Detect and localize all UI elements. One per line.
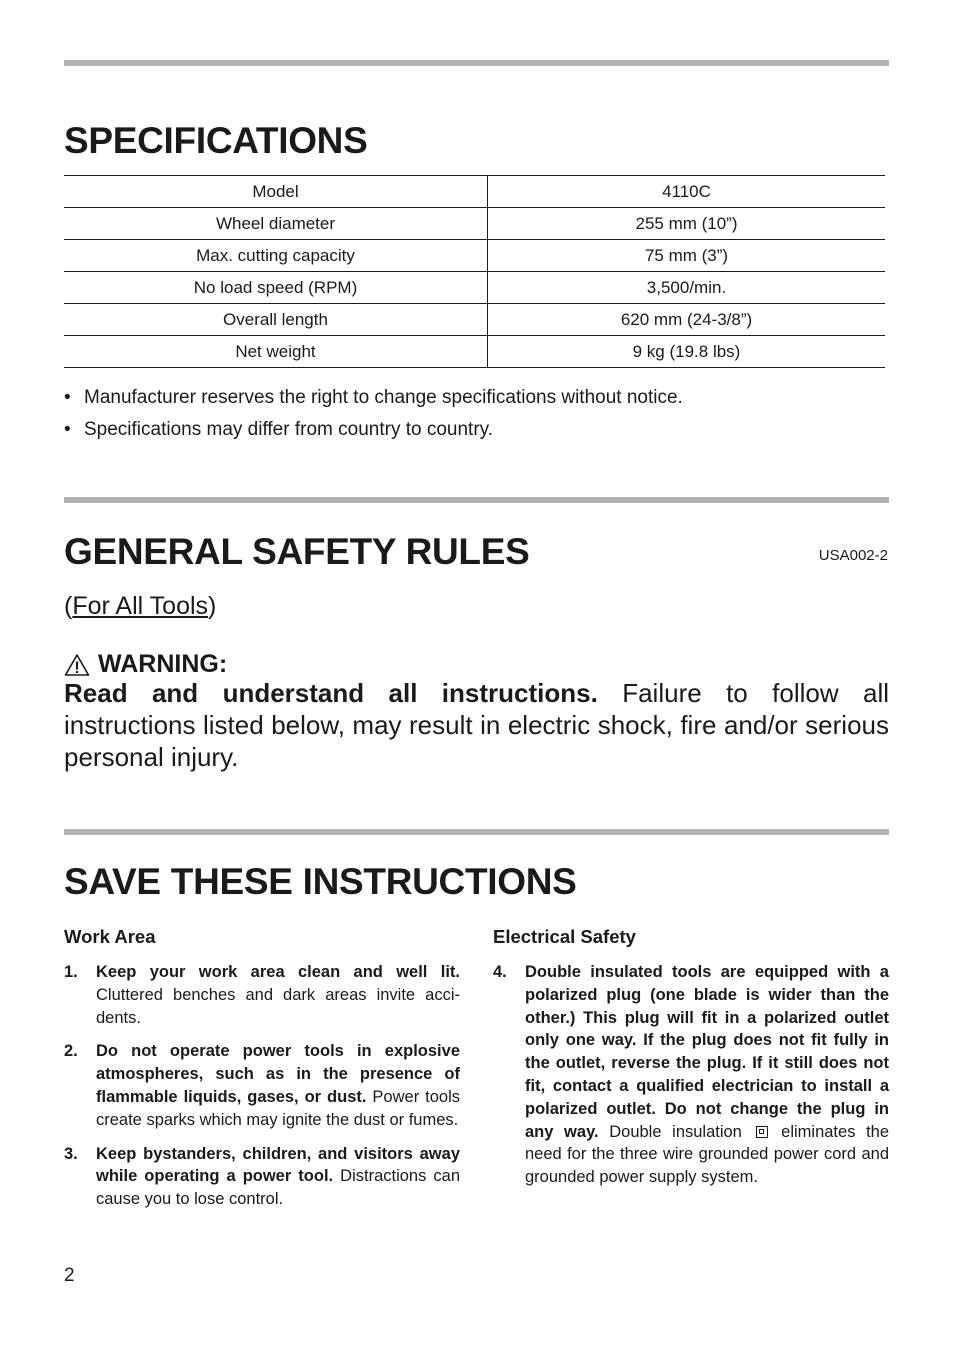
work-area-column — [64, 925, 460, 1222]
spec-value: 255 mm (10”) — [488, 208, 886, 240]
spec-value: 3,500/min. — [488, 272, 886, 304]
warning-body: Failure to follow all instructions listed below, may result in electric shock, fire and/or serious personal injury. — [64, 678, 889, 772]
table-row — [64, 304, 885, 336]
item-text: Power tools create sparks which may ignite the dust or fumes. — [96, 1087, 460, 1129]
warning-heading — [64, 650, 227, 679]
table-row — [64, 208, 885, 240]
specifications-table — [64, 175, 885, 368]
bullet: • — [64, 387, 71, 408]
warning-label: WARNING: — [98, 650, 228, 678]
general-safety-title: GENERAL SAFETY RULES — [64, 531, 530, 572]
item-text: Double insulation — [598, 1122, 742, 1141]
item-number: 1. — [64, 963, 78, 981]
spec-value: 9 kg (19.8 lbs) — [488, 336, 886, 368]
spec-label: Overall length — [64, 304, 488, 336]
spec-value: 75 mm (3”) — [488, 240, 886, 272]
item-bold-text: Do not operate power tools in explosive atmospheres, such as in the presence of flammable liquids, gases, or dust. — [96, 1042, 460, 1106]
spec-label: Wheel diameter — [64, 208, 488, 240]
work-area-heading: Work Area — [64, 926, 156, 947]
item-bold-text: Keep bystanders, children, and visitors away while operating a power tool. — [96, 1144, 460, 1186]
item-number: 2. — [64, 1042, 78, 1061]
spec-label: Max. cutting capacity — [64, 240, 488, 272]
item-bold-text: Keep your work area clean and well lit. — [96, 963, 460, 981]
list-item — [64, 385, 683, 417]
page-number: 2 — [64, 1265, 75, 1286]
electrical-safety-heading: Electrical Safety — [493, 926, 636, 947]
specifications-title: SPECIFICATIONS — [64, 120, 368, 161]
warning-lead: Read and understand all instructions. — [64, 678, 598, 708]
subtitle-text: For All Tools — [72, 592, 209, 620]
spec-label: No load speed (RPM) — [64, 272, 488, 304]
item-text: Distractions can cause you to lose control. — [96, 1167, 460, 1209]
save-instructions-title: SAVE THESE INSTRUCTIONS — [64, 861, 577, 902]
list-item — [64, 417, 683, 449]
bullet: • — [64, 419, 71, 440]
electrical-safety-column — [493, 925, 889, 1200]
table-row — [64, 336, 885, 368]
item-text: Cluttered benches and dark areas invite accidents. — [96, 985, 460, 1027]
note-text: Manufacturer reserves the right to change specifications without notice. — [84, 387, 683, 408]
item-number: 4. — [493, 963, 507, 981]
document-code: USA002-2 — [818, 547, 888, 564]
section-divider — [64, 497, 889, 503]
item-number: 3. — [64, 1144, 78, 1163]
table-row — [64, 272, 885, 304]
list-item — [64, 1040, 460, 1131]
item-text: eliminates the need for the three wire grounded power cord and grounded power supply system. — [525, 1122, 890, 1187]
table-row — [64, 176, 885, 208]
note-text: Specifications may differ from country to country. — [84, 419, 494, 440]
double-insulation-icon — [756, 1126, 768, 1138]
spec-value: 4110C — [488, 176, 886, 208]
warning-text — [64, 677, 889, 773]
list-item — [64, 961, 460, 1029]
list-item — [64, 1143, 460, 1211]
item-bold-text: Double insulated tools are equipped with a polarized plug (one blade is wider than the other.) This plug will fit in a polarized outlet only one way. If the plug does not fit fully in the outlet, reverse the plug. If it still does not fit, contact a qualified electrician to install a polarized outlet. Do not change the plug in any way. — [525, 963, 889, 1141]
paren-close: ) — [208, 592, 217, 620]
subtitle — [64, 592, 216, 621]
table-row — [64, 240, 885, 272]
list-item — [493, 961, 889, 1189]
spec-label: Net weight — [64, 336, 488, 368]
spec-label: Model — [64, 176, 488, 208]
section-divider — [64, 60, 889, 66]
spec-value: 620 mm (24-3/8”) — [488, 304, 886, 336]
warning-triangle-icon — [64, 653, 90, 677]
section-divider — [64, 829, 889, 835]
spec-notes — [64, 385, 683, 449]
paren-open: ( — [64, 592, 73, 620]
